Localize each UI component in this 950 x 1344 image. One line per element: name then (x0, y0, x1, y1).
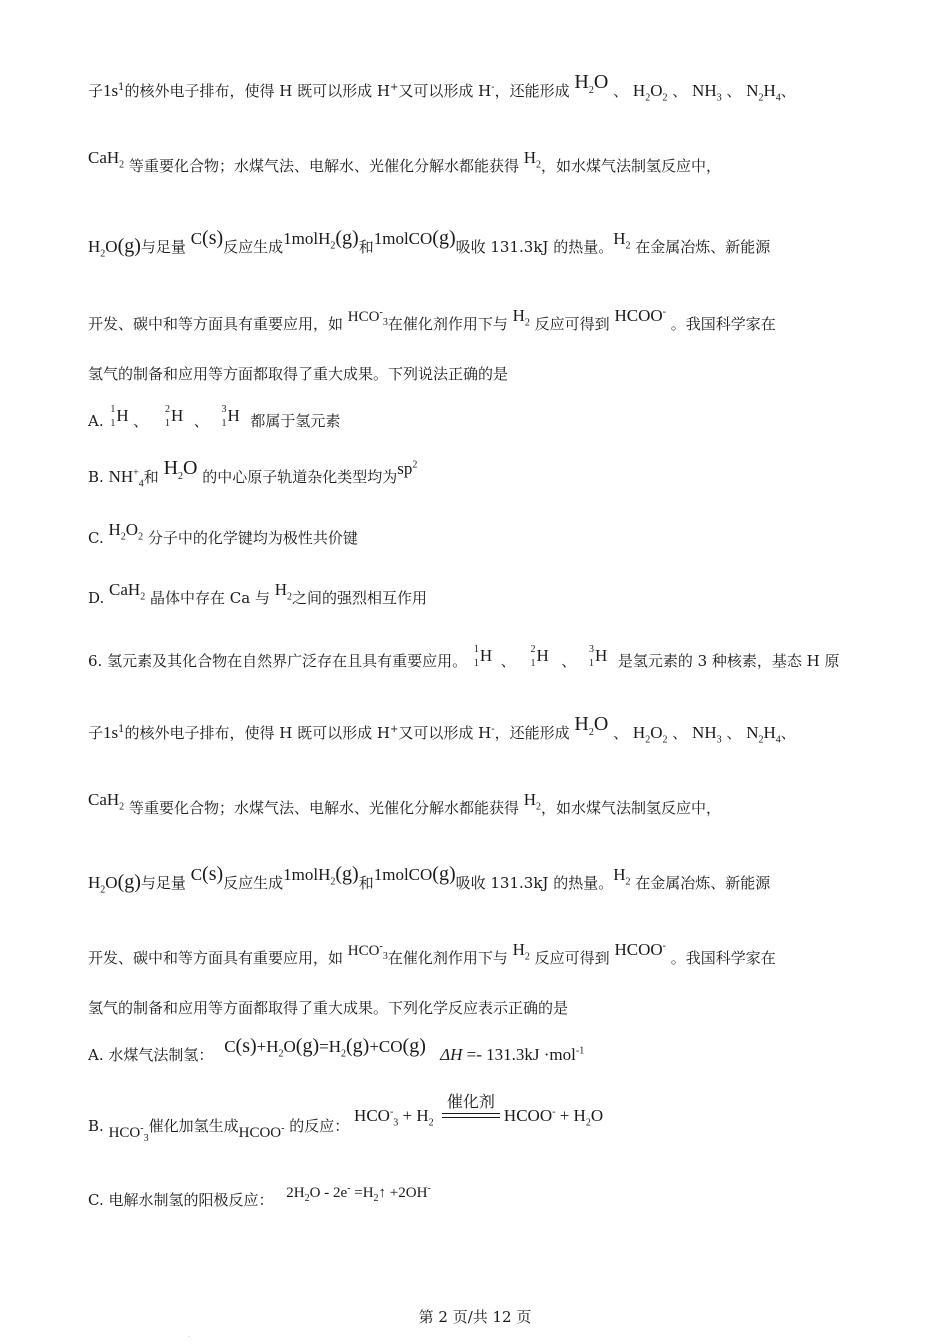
option-text: 的反应： (289, 1117, 350, 1135)
formula-h2: $H_2$ (512, 306, 530, 329)
text: ，还能形成 (494, 82, 570, 100)
formula-h2: $H_2$ (613, 865, 631, 888)
formula-nh3: $NH_3$ (692, 723, 722, 746)
text: 吸收 131.3kJ 的热量。 (455, 874, 614, 892)
orbital: 1s (103, 723, 119, 742)
text: 的核外电子排布，使得 H 既可以形成 H (124, 724, 390, 742)
formula-h2o: $H_2O$ (163, 457, 198, 482)
text: 和 (358, 874, 374, 892)
formula-h2: $H_2$ (613, 229, 631, 252)
sep: 、 (613, 724, 629, 742)
text: 反应可得到 (534, 315, 610, 333)
sep: 、 (780, 724, 796, 742)
q5-line-2 (88, 148, 722, 176)
text: 在金属冶炼、新能源 (635, 238, 771, 256)
isotope-1h: 1 1 H (110, 404, 129, 429)
formula-c-s: C(s) (190, 227, 224, 249)
option-label: C. (88, 1191, 104, 1209)
text: 又可以形成 H (398, 82, 492, 100)
formula-h2o-g: $H_2O(g)$ (88, 871, 141, 896)
text: 子 (88, 82, 104, 100)
q6-option-b (88, 1094, 604, 1144)
isotope-2h: 2 1 H (530, 644, 549, 669)
formula-h2: $H_2$ (274, 580, 293, 603)
text: 开发、碳中和等方面具有重要应用，如 (88, 315, 344, 333)
q6-line-1 (88, 713, 796, 746)
text: ，如水煤气法制氢反应中， (541, 157, 722, 175)
text: 的核外电子排布，使得 H 既可以形成 H (124, 82, 390, 100)
text: 与足量 (140, 874, 186, 892)
scan-mark: · (188, 1334, 190, 1341)
formula-hco3: $HCO^-_3$ (347, 941, 388, 962)
text: ，如水煤气法制氢反应中， (541, 799, 722, 817)
equation-water-gas: $C(s)+H_2O(g)=H_2(g)+CO(g)$ (224, 1035, 426, 1060)
option-text: 催化加氢生成 (148, 1117, 239, 1135)
question-number: 6. (88, 652, 103, 670)
equation-anode: $2H_2O - 2e^-$ $=H_2↑ +2OH^-$ (286, 1183, 431, 1204)
formula-hco3: $HCO^-_3$ (108, 1123, 149, 1144)
text: 和 (143, 468, 159, 486)
formula-h2o2: $H_2O_2$ (108, 520, 144, 543)
formula-nh4: $NH^+_4$ (108, 467, 144, 490)
sup: - (491, 82, 495, 93)
q5-option-b (88, 457, 418, 490)
option-label: A. (88, 412, 104, 430)
sup: - (491, 724, 495, 735)
q6-option-c (88, 1183, 431, 1211)
isotope-2h: 2 1 H (164, 404, 184, 429)
formula-hco3: $HCO^-_3$ (347, 307, 388, 328)
q5-line-3 (88, 227, 771, 260)
page-footer: 第 2 页/共 12 页 (418, 1308, 532, 1326)
formula-molh2: 1molH$_2$(g) (283, 227, 359, 252)
text: 子 (88, 724, 104, 742)
orbital: 1s (103, 81, 119, 100)
formula-cah2: CaH$_2$ (109, 580, 146, 603)
enthalpy: ΔH =- 131.3kJ ·mol$^{-1}$ (440, 1045, 585, 1064)
option-label: B. (88, 468, 104, 486)
sep: 、 (726, 724, 742, 742)
option-text: 水煤气法制氢： (108, 1046, 214, 1064)
q6-line-4 (88, 940, 776, 969)
option-label: C. (88, 529, 104, 547)
formula-cah2: CaH$_2$ (88, 148, 125, 171)
text: ，还能形成 (494, 724, 570, 742)
formula-h2: $H_2$ (523, 790, 542, 813)
sep: 、 (133, 412, 149, 430)
q6-line-3 (88, 863, 771, 896)
text: 等重要化合物；水煤气法、电解水、光催化分解水都能获得 (128, 157, 519, 175)
sup: 1 (118, 82, 125, 93)
text: 在催化剂作用下与 (387, 949, 508, 967)
sep: 、 (613, 82, 629, 100)
question-stem: 氢气的制备和应用等方面都取得了重大成果。下列化学反应表示正确的是 (88, 999, 569, 1017)
option-text: 都属于氢元素 (250, 412, 341, 430)
q5-option-a (88, 404, 341, 431)
text: 反应可得到 (534, 949, 610, 967)
sup: 1 (118, 724, 125, 735)
option-text: 电解水制氢的阳极反应： (108, 1191, 274, 1209)
text: 等重要化合物；水煤气法、电解水、光催化分解水都能获得 (128, 799, 519, 817)
sup: + (389, 724, 399, 735)
formula-h2o2: $H_2O_2$ (632, 723, 668, 746)
option-text: 的中心原子轨道杂化类型均为 (202, 468, 398, 486)
sep: 、 (780, 82, 796, 100)
formula-n2h4: $N_2H_4$ (746, 81, 781, 104)
catalyst-arrow: 催化剂 (442, 1107, 500, 1127)
formula-h2o2: $H_2O_2$ (632, 81, 668, 104)
text: 反应生成 (223, 238, 284, 256)
sep: 、 (193, 412, 209, 430)
option-label: B. (88, 1117, 104, 1135)
formula-h2o-g: $H_2O(g)$ (88, 235, 141, 260)
formula-hcoo: HCOO- (614, 306, 666, 325)
formula-hcoo: HCOO- (238, 1123, 285, 1141)
text: 又可以形成 H (398, 724, 492, 742)
formula-molh2: 1molH$_2$(g) (283, 863, 359, 888)
text: 。我国科学家在 (670, 315, 776, 333)
q6-line-0 (88, 644, 840, 671)
option-label: D. (88, 589, 105, 607)
text: 在金属冶炼、新能源 (635, 874, 771, 892)
q6-line-2 (88, 790, 722, 818)
formula-nh3: $NH_3$ (692, 81, 722, 104)
sep: 、 (726, 82, 742, 100)
formula-h2o: $H_2O$ (574, 713, 609, 738)
formula-h2o: $H_2O$ (574, 71, 609, 96)
option-text: 晶体中存在 Ca 与 (150, 589, 270, 607)
text: 吸收 131.3kJ 的热量。 (455, 238, 614, 256)
sep: 、 (672, 724, 688, 742)
q5-line-5 (88, 364, 508, 384)
text: 与足量 (140, 238, 186, 256)
isotope-1h: 1 1 H (473, 644, 493, 669)
text: 是氢元素的 3 种核素，基态 H 原 (617, 652, 840, 670)
q6-line-5 (88, 998, 568, 1018)
formula-molco: 1molCO(g) (373, 863, 456, 885)
q5-line-1 (88, 71, 796, 104)
formula-c-s: C(s) (190, 863, 224, 885)
sep: 、 (672, 82, 688, 100)
formula-cah2: CaH$_2$ (88, 790, 125, 813)
formula-h2: $H_2$ (523, 148, 542, 171)
formula-sp2: $sp^2$ (397, 459, 418, 478)
option-text: 之间的强烈相互作用 (292, 589, 428, 607)
text: 反应生成 (223, 874, 284, 892)
formula-n2h4: $N_2H_4$ (746, 723, 781, 746)
isotope-3h: 3 1 H (589, 644, 608, 669)
formula-hcoo: HCOO- (614, 940, 666, 959)
isotope-3h: 3 1 H (221, 404, 240, 429)
text: 在催化剂作用下与 (387, 315, 508, 333)
formula-h2: $H_2$ (512, 940, 530, 963)
q5-line-4 (88, 306, 776, 335)
text: 。我国科学家在 (670, 949, 776, 967)
sep: 、 (561, 652, 577, 670)
q5-option-d (88, 580, 428, 608)
text: 和 (358, 238, 374, 256)
sup: + (389, 82, 399, 93)
q6-option-a (88, 1035, 585, 1065)
option-text: 分子中的化学键均为极性共价键 (147, 529, 358, 547)
formula-molco: 1molCO(g) (373, 227, 456, 249)
question-stem: 氢气的制备和应用等方面都取得了重大成果。下列说法正确的是 (88, 365, 509, 383)
equation-hydrogenation: $HCO^-_3 + H_2$ 催化剂 HCOO- + $H_2O$ (354, 1094, 604, 1129)
text: 开发、碳中和等方面具有重要应用，如 (88, 949, 344, 967)
text: 氢元素及其化合物在自然界广泛存在且具有重要应用。 (107, 652, 468, 670)
q5-option-c (88, 520, 358, 548)
sep: 、 (500, 652, 516, 670)
option-label: A. (88, 1046, 104, 1064)
